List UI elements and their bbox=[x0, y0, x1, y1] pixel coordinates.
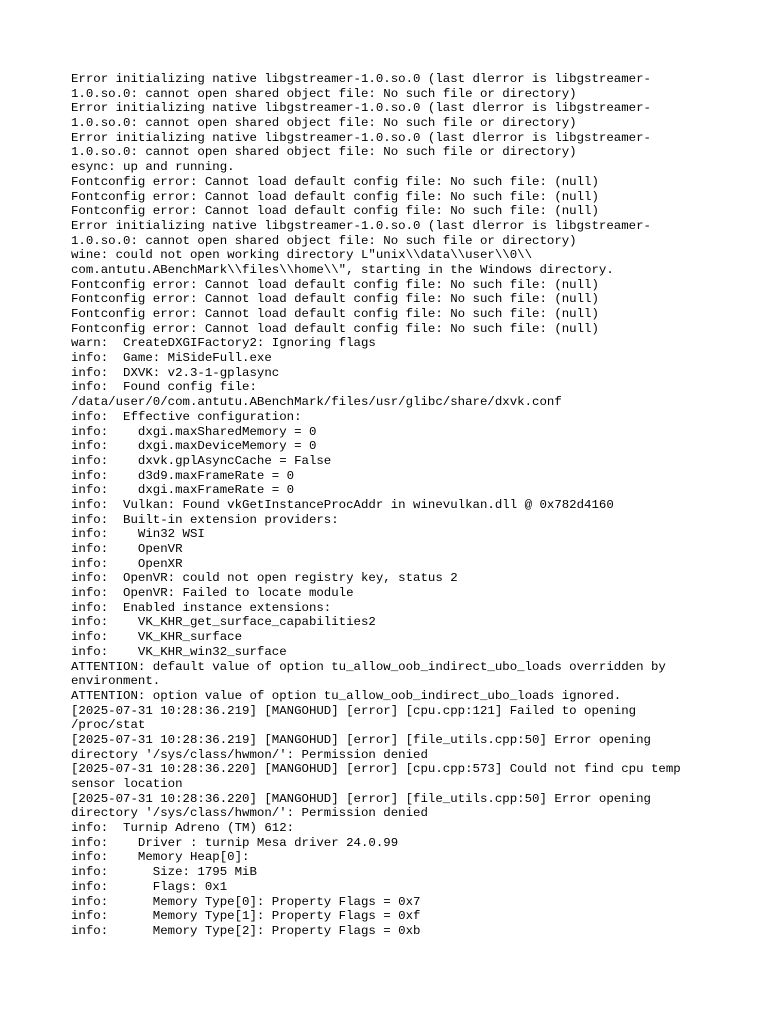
log-line: ATTENTION: option value of option tu_allow_oob_indirect_ubo_loads ignored. bbox=[71, 688, 622, 703]
log-line: info: Memory Heap[0]: bbox=[71, 850, 250, 865]
log-line: info: Memory Type[2]: Property Flags = 0xb bbox=[71, 923, 421, 938]
log-line: ATTENTION: default value of option tu_allow_oob_indirect_ubo_loads overridden by bbox=[71, 659, 666, 674]
log-line: wine: could not open working directory L"unix\\data\\user\\0\\ bbox=[71, 248, 533, 263]
log-line: info: OpenVR bbox=[71, 542, 183, 556]
log-line: info: OpenVR: Failed to locate module bbox=[71, 586, 354, 601]
log-line: info: OpenVR: could not open registry key, status 2 bbox=[71, 571, 458, 586]
log-line: 1.0.so.0: cannot open shared object file: No such file or directory) bbox=[71, 145, 577, 160]
log-line: Fontconfig error: Cannot load default config file: No such file: (null) bbox=[71, 189, 599, 204]
log-line: Fontconfig error: Cannot load default config file: No such file: (null) bbox=[71, 321, 599, 336]
log-line: info: Memory Type[1]: Property Flags = 0xf bbox=[71, 909, 421, 924]
log-line: /data/user/0/com.antutu.ABenchMark/files/usr/glibc/share/dxvk.conf bbox=[71, 395, 562, 410]
log-line: info: VK_KHR_get_surface_capabilities2 bbox=[71, 615, 376, 630]
log-line: 1.0.so.0: cannot open shared object file: No such file or directory) bbox=[71, 233, 577, 248]
log-line: info: OpenXR bbox=[71, 556, 183, 571]
log-line: esync: up and running. bbox=[71, 160, 235, 175]
log-line: info: dxgi.maxDeviceMemory = 0 bbox=[71, 439, 317, 454]
log-line: environment. bbox=[71, 674, 161, 689]
log-line: info: dxgi.maxFrameRate = 0 bbox=[71, 483, 295, 498]
log-line: info: Built-in extension providers: bbox=[71, 512, 339, 527]
log-line: Fontconfig error: Cannot load default config file: No such file: (null) bbox=[71, 307, 599, 321]
log-line: info: Game: MiSideFull.exe bbox=[71, 351, 272, 366]
log-line: info: Win32 WSI bbox=[71, 527, 205, 542]
log-line: Fontconfig error: Cannot load default config file: No such file: (null) bbox=[71, 292, 599, 307]
log-line: 1.0.so.0: cannot open shared object file: No such file or directory) bbox=[71, 116, 577, 131]
log-line: Fontconfig error: Cannot load default config file: No such file: (null) bbox=[71, 277, 599, 292]
log-line: com.antutu.ABenchMark\\files\\home\\", starting in the Windows directory. bbox=[71, 262, 614, 277]
log-line: [2025-07-31 10:28:36.219] [MANGOHUD] [error] [file_utils.cpp:50] Error opening bbox=[71, 732, 651, 747]
log-line: Fontconfig error: Cannot load default config file: No such file: (null) bbox=[71, 174, 599, 189]
log-output bbox=[71, 72, 701, 939]
log-line: [2025-07-31 10:28:36.220] [MANGOHUD] [error] [cpu.cpp:573] Could not find cpu temp bbox=[71, 762, 681, 777]
log-line: info: dxvk.gplAsyncCache = False bbox=[71, 453, 332, 468]
log-line: Error initializing native libgstreamer-1.0.so.0 (last dlerror is libgstreamer- bbox=[71, 130, 651, 145]
log-line: info: Driver : turnip Mesa driver 24.0.99 bbox=[71, 835, 399, 850]
log-line: info: DXVK: v2.3-1-gplasync bbox=[71, 365, 280, 380]
log-line: info: Memory Type[0]: Property Flags = 0x7 bbox=[71, 894, 421, 909]
log-line: info: Enabled instance extensions: bbox=[71, 600, 332, 615]
log-line: Error initializing native libgstreamer-1.0.so.0 (last dlerror is libgstreamer- bbox=[71, 218, 651, 233]
log-line: directory '/sys/class/hwmon/': Permission denied bbox=[71, 806, 428, 821]
log-line: info: Size: 1795 MiB bbox=[71, 865, 257, 880]
log-line: sensor location bbox=[71, 777, 183, 791]
log-line: info: d3d9.maxFrameRate = 0 bbox=[71, 468, 295, 483]
log-line: info: Turnip Adreno (TM) 612: bbox=[71, 821, 295, 836]
log-line: info: Found config file: bbox=[71, 380, 257, 395]
log-line: warn: CreateDXGIFactory2: Ignoring flags bbox=[71, 336, 376, 351]
log-line: Fontconfig error: Cannot load default config file: No such file: (null) bbox=[71, 204, 599, 219]
log-line: directory '/sys/class/hwmon/': Permission denied bbox=[71, 747, 428, 762]
log-line: 1.0.so.0: cannot open shared object file: No such file or directory) bbox=[71, 86, 577, 101]
log-line: info: Vulkan: Found vkGetInstanceProcAddr in winevulkan.dll @ 0x782d4160 bbox=[71, 497, 614, 512]
log-line: info: VK_KHR_surface bbox=[71, 630, 243, 645]
log-line: Error initializing native libgstreamer-1.0.so.0 (last dlerror is libgstreamer- bbox=[71, 72, 651, 86]
log-line: info: Effective configuration: bbox=[71, 409, 302, 424]
log-line: info: Flags: 0x1 bbox=[71, 879, 228, 894]
log-line: info: dxgi.maxSharedMemory = 0 bbox=[71, 424, 317, 439]
log-line: [2025-07-31 10:28:36.219] [MANGOHUD] [error] [cpu.cpp:121] Failed to opening bbox=[71, 703, 637, 718]
log-line: [2025-07-31 10:28:36.220] [MANGOHUD] [error] [file_utils.cpp:50] Error opening bbox=[71, 791, 651, 806]
log-line: Error initializing native libgstreamer-1.0.so.0 (last dlerror is libgstreamer- bbox=[71, 101, 651, 116]
log-line: info: VK_KHR_win32_surface bbox=[71, 644, 287, 659]
log-line: /proc/stat bbox=[71, 718, 146, 733]
